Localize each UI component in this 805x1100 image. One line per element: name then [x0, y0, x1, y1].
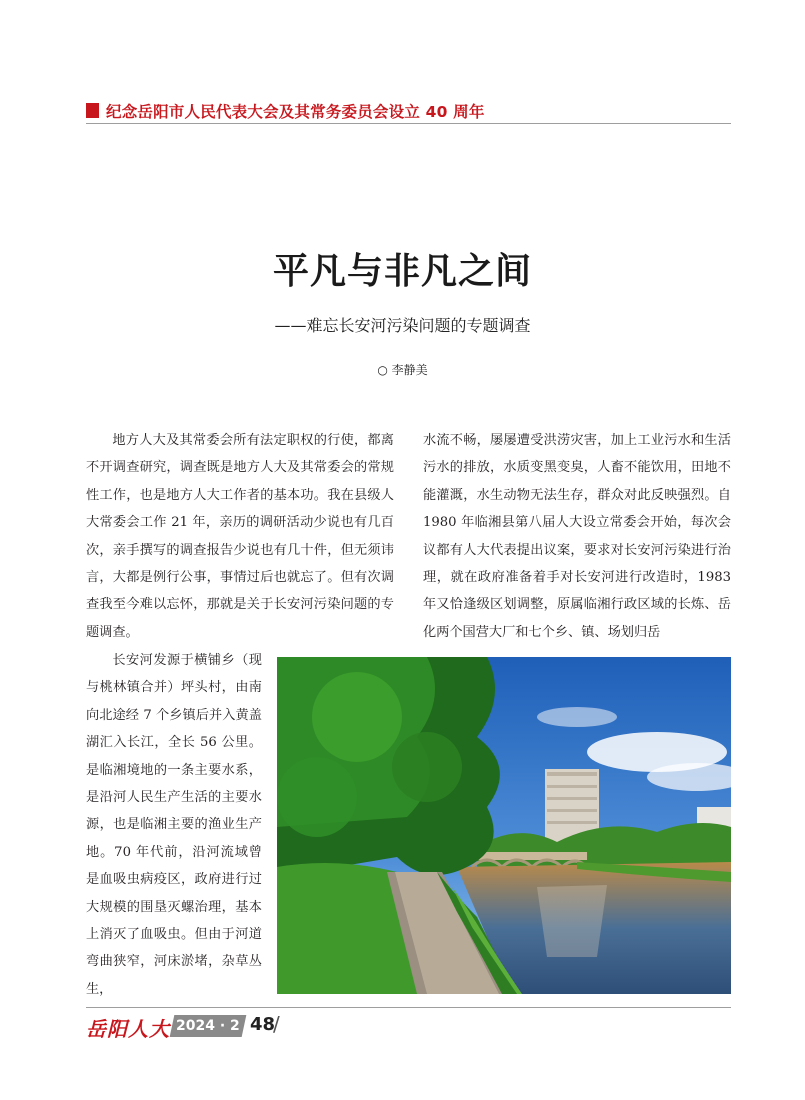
- slash-decoration: /: [273, 1012, 280, 1036]
- article-author: ○ 李静美: [377, 363, 428, 377]
- issue-label: 2024 · 2: [176, 1018, 240, 1034]
- paragraph-river: 长安河发源于横铺乡（现与桃林镇合并）坪头村，由南向北途经 7 个乡镇后并入黄盖湖汇入长江，全长 56 公里。是临湘境地的一条主要水系，是沿河人民生产生活的主要水源，也是临湘主要的渔业生产地。70 年代前，沿河流域曾是血吸虫病疫区，政府进行过大规模的围垦灭螺治理，基本上消灭了血吸虫。但由于河道弯曲狭窄，河床淤堵，杂草丛生，: [86, 653, 262, 997]
- issue-badge: [170, 1015, 247, 1037]
- paragraph-continued: 水流不畅，屡屡遭受洪涝灾害，加上工业污水和生活污水的排放，水质变黑变臭，人畜不能饮用，田地不能灌溉，水生动物无法生存，群众对此反映强烈。自 1980 年临湘县第八届人大设立常委会开始，每次会议都有人大代表提出议案，要求对长安河污染进行治理，就在政府准备着手对长安河进行改造时，1983 年又恰逢级区划调整，原属临湘行政区域的长炼、岳化两个国营大厂和七个乡、镇、场划归岳: [423, 433, 731, 640]
- section-title: 纪念岳阳市人民代表大会及其常务委员会设立 40 周年: [106, 103, 485, 121]
- footer-divider: [86, 1007, 731, 1008]
- page-number: 48: [250, 1014, 276, 1035]
- header-divider: [86, 123, 731, 124]
- red-square-icon: [86, 103, 99, 118]
- paragraph-intro: 地方人大及其常委会所有法定职权的行使，都离不开调查研究，调查既是地方人大及其常委会的常规性工作，也是地方人大工作者的基本功。我在县级人大常委会工作 21 年，亲历的调研活动少说也有几百次，亲手撰写的调查报告少说也有几十件，但无须讳言，大都是例行公事，事情过后也就忘了。但有次调查我至今难以忘怀，那就是关于长安河污染问题的专题调查。: [86, 433, 394, 640]
- publication-logo: 岳阳人大: [86, 1017, 170, 1041]
- river-photo: [277, 657, 731, 994]
- section-header: [86, 100, 731, 124]
- article-subtitle: ——难忘长安河污染问题的专题调查: [274, 316, 531, 335]
- article-title: 平凡与非凡之间: [272, 251, 532, 292]
